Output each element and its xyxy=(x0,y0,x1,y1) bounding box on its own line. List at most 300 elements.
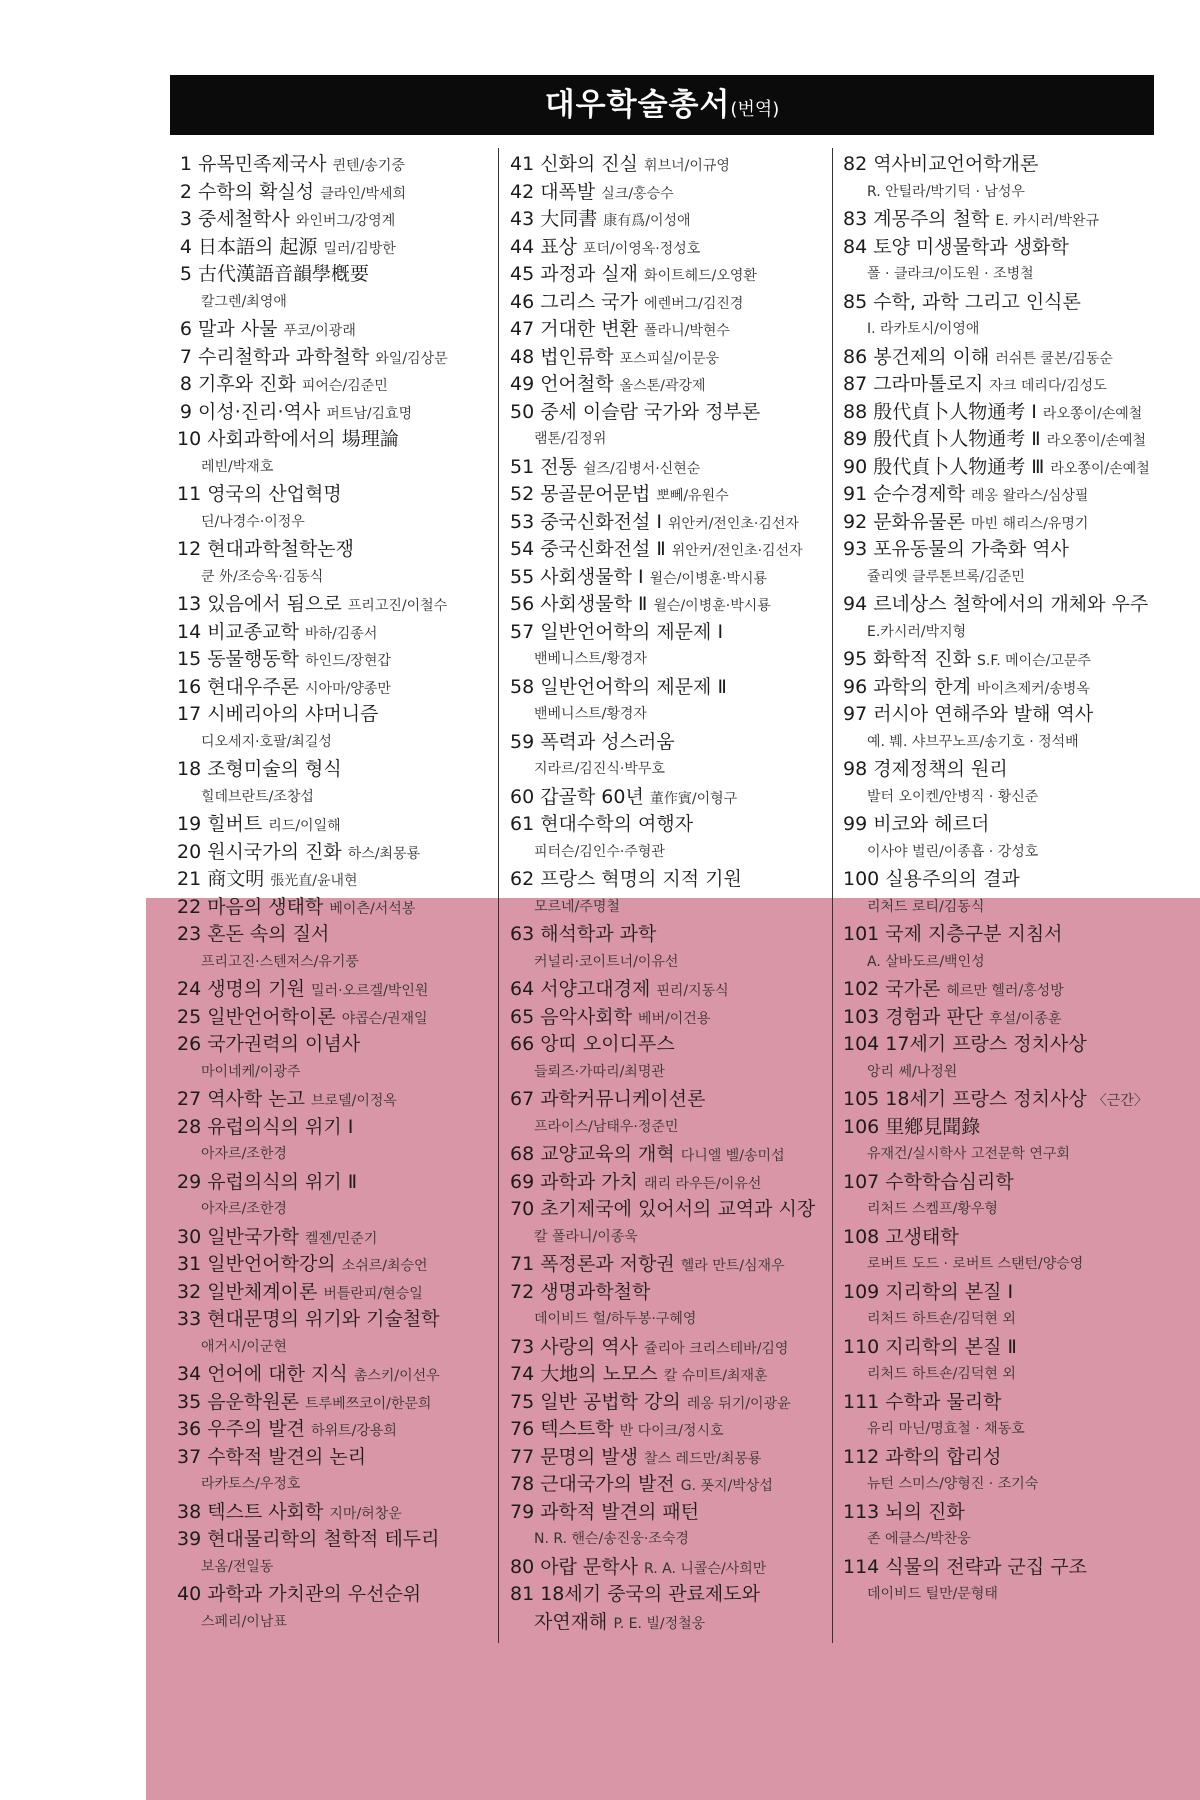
book-number: 92 xyxy=(843,510,868,533)
book-author-translator: 보옴/전일동 xyxy=(201,1558,274,1575)
book-number: 58 xyxy=(510,675,535,698)
book-entry xyxy=(177,179,493,207)
book-entry xyxy=(177,1169,493,1224)
book-title: 프랑스 혁명의 지적 기원 xyxy=(540,868,742,890)
book-title: 해석학과 과학 xyxy=(540,923,657,945)
book-number: 71 xyxy=(510,1253,535,1275)
book-number: 59 xyxy=(510,730,535,753)
book-title: 앙띠 오이디푸스 xyxy=(540,1033,675,1055)
book-author-translator: 로버트 도드 · 로버트 스탠턴/양승영 xyxy=(867,1256,1084,1272)
book-title: 전통 xyxy=(540,455,577,478)
book-entry xyxy=(177,1086,493,1114)
book-number: 24 xyxy=(177,978,202,1000)
book-title: 古代漢語音韻學槪要 xyxy=(198,263,370,285)
book-number: 75 xyxy=(510,1390,535,1413)
book-entry xyxy=(843,371,1163,399)
book-number: 114 xyxy=(843,1555,880,1578)
book-author-translator: 마빈 해리스/유명기 xyxy=(971,515,1089,532)
book-entry xyxy=(510,976,832,1004)
book-title-line xyxy=(843,646,1163,674)
book-number: 101 xyxy=(843,923,880,945)
book-entry xyxy=(510,344,832,372)
book-author-translator: 화이트헤드/오영환 xyxy=(644,268,757,284)
book-author-translator: 후설/이종훈 xyxy=(989,1010,1062,1027)
book-number: 88 xyxy=(843,400,868,423)
book-number: 113 xyxy=(843,1500,880,1523)
book-entry xyxy=(843,1004,1163,1032)
book-title-line xyxy=(843,1334,1163,1362)
book-number: 28 xyxy=(177,1115,202,1138)
book-title: 현대수학의 여행자 xyxy=(540,813,694,835)
book-title: 일반국가학 xyxy=(207,1225,299,1248)
book-number: 70 xyxy=(510,1198,535,1220)
book-author-translator: 존 에클스/박찬웅 xyxy=(867,1531,971,1547)
book-title: 시베리아의 샤머니즘 xyxy=(207,703,379,725)
book-title: 이성·진리·역사 xyxy=(198,400,321,423)
book-number: 68 xyxy=(510,1143,535,1165)
book-author-translator: 프리고진·스텐저스/유기풍 xyxy=(201,953,359,970)
book-title: 과학커뮤니케이션론 xyxy=(540,1088,706,1110)
book-title: 그리스 국가 xyxy=(540,290,638,313)
book-title-line xyxy=(843,921,1163,949)
book-title-line xyxy=(510,1416,832,1444)
book-title-line xyxy=(177,344,493,372)
book-number: 56 xyxy=(510,593,535,615)
book-entry xyxy=(843,399,1163,427)
book-title: 혼돈 속의 질서 xyxy=(207,923,330,945)
book-title-line xyxy=(177,399,493,427)
book-title-line xyxy=(510,261,832,289)
series-header-bar xyxy=(170,75,1154,135)
book-author-translator: E.카시러/박지형 xyxy=(867,623,967,640)
book-title-line xyxy=(510,866,832,894)
book-title: 사회생물학 Ⅱ xyxy=(540,593,648,615)
book-title: 大地의 노모스 xyxy=(540,1363,658,1385)
book-title-line xyxy=(510,481,832,509)
book-author-translator: A. 살바도르/백인성 xyxy=(867,953,985,970)
book-author-translator: 라오쫑이/손예철 xyxy=(1046,433,1147,449)
book-entry xyxy=(843,1499,1163,1554)
book-author-translator: 와인버그/강영계 xyxy=(295,213,396,229)
book-title: 중세철학사 xyxy=(198,208,290,230)
book-author-translator: 다니엘 벨/송미섭 xyxy=(680,1148,785,1164)
book-number: 53 xyxy=(510,510,535,533)
book-title: 힐버트 xyxy=(207,813,263,835)
book-title: 거대한 변환 xyxy=(540,318,638,340)
book-author-translator: 윌슨/이병훈·박시룡 xyxy=(649,570,768,587)
book-number: 105 xyxy=(843,1088,880,1110)
book-title: 초기제국에 있어서의 교역과 시장 xyxy=(540,1198,816,1220)
book-title: 里鄕見聞錄 xyxy=(885,1115,981,1138)
book-title-line xyxy=(843,1444,1163,1472)
book-title-line xyxy=(843,866,1163,894)
book-author-translator: 윌슨/이병훈·박시룡 xyxy=(653,598,771,614)
book-title: 국제 지층구분 지침서 xyxy=(885,923,1063,945)
book-title-line xyxy=(510,509,832,537)
book-author-translator: 쉴즈/김병서·신현순 xyxy=(582,460,701,477)
book-title: 영국의 산업혁명 xyxy=(207,483,342,505)
book-author-translator: 밴베니스트/황경자 xyxy=(534,706,647,722)
book-title-line xyxy=(843,976,1163,1004)
book-number: 29 xyxy=(177,1170,202,1193)
book-number: 84 xyxy=(843,235,868,258)
book-entry xyxy=(510,1279,832,1334)
book-title-line xyxy=(177,179,493,207)
book-entry xyxy=(177,976,493,1004)
book-author-translator: 라오쫑이/손예철 xyxy=(1042,405,1143,422)
book-number: 77 xyxy=(510,1445,535,1468)
book-number: 69 xyxy=(510,1170,535,1193)
book-title: 실용주의의 결과 xyxy=(885,868,1020,890)
book-number: 65 xyxy=(510,1005,535,1028)
book-number: 5 xyxy=(179,263,192,285)
book-title: 텍스트학 xyxy=(540,1418,614,1440)
book-number: 108 xyxy=(843,1225,880,1248)
book-entry xyxy=(177,1361,493,1389)
book-number: 38 xyxy=(177,1500,202,1523)
book-entry xyxy=(843,756,1163,811)
book-title: 殷代貞卜人物通考 Ⅰ xyxy=(873,400,1037,423)
book-entry xyxy=(177,1004,493,1032)
book-title: 유목민족제국사 xyxy=(198,153,327,175)
book-title: 계몽주의 철학 xyxy=(873,208,990,230)
book-title-line xyxy=(177,866,493,894)
book-title-line xyxy=(843,454,1163,482)
book-entry xyxy=(510,206,832,234)
book-entry xyxy=(510,1141,832,1169)
book-author-translator: 康有爲/이성애 xyxy=(603,213,691,229)
book-entry xyxy=(843,976,1163,1004)
book-title: 과학의 합리성 xyxy=(885,1445,1002,1468)
book-entry xyxy=(510,289,832,317)
book-entry xyxy=(177,344,493,372)
book-title-line xyxy=(177,316,493,344)
book-number: 93 xyxy=(843,538,868,560)
book-title: 사랑의 역사 xyxy=(540,1335,638,1358)
book-author-translator: 쿤 外/조승옥·김동식 xyxy=(201,568,324,585)
book-title: 말과 사물 xyxy=(198,318,278,340)
book-title: 과학과 가치 xyxy=(540,1170,638,1193)
book-number: 109 xyxy=(843,1280,880,1303)
book-title: 지리학의 본질 Ⅰ xyxy=(885,1280,1014,1303)
book-author-translator: 시아마/양종만 xyxy=(305,680,391,697)
book-author-translator: I. 라카토시/이영애 xyxy=(867,321,980,337)
book-number: 89 xyxy=(843,428,868,450)
book-number: 61 xyxy=(510,813,535,835)
book-title: 수리철학과 과학철학 xyxy=(198,345,370,368)
book-author-translator: 래리 라우든/이유선 xyxy=(644,1175,762,1192)
book-entry xyxy=(510,1361,832,1389)
book-title: 18세기 프랑스 정치사상 xyxy=(885,1088,1087,1110)
book-entry xyxy=(510,509,832,537)
book-title-line xyxy=(510,1389,832,1417)
book-entry xyxy=(177,1526,493,1581)
book-entry xyxy=(177,536,493,591)
book-entry xyxy=(510,1169,832,1197)
book-author-translator: 레옹 뒤기/이광윤 xyxy=(686,1395,791,1412)
book-author-translator: 와일/김상문 xyxy=(375,350,448,367)
book-entry xyxy=(843,1169,1163,1224)
book-title-line xyxy=(177,261,493,289)
book-title: 과학과 가치관의 우선순위 xyxy=(207,1583,422,1605)
book-entry xyxy=(510,1554,832,1582)
book-author-translator: 프리고진/이철수 xyxy=(347,598,448,614)
book-title: 기후와 진화 xyxy=(198,373,296,395)
book-author-translator: G. 폿지/박상섭 xyxy=(680,1478,773,1494)
book-number: 64 xyxy=(510,978,535,1000)
book-author-translator: 칼 폴라니/이종욱 xyxy=(534,1228,638,1245)
book-title-line xyxy=(510,206,832,234)
book-title-line xyxy=(510,1251,832,1279)
book-author-translator: 커널리·코이트너/이유선 xyxy=(534,953,679,970)
book-entry xyxy=(843,921,1163,976)
book-title: 일반언어학의 제문제 Ⅰ xyxy=(540,620,724,643)
book-author-translator: 하위트/강용희 xyxy=(311,1423,397,1439)
book-title: 화학적 진화 xyxy=(873,648,971,670)
book-title: 유럽의식의 위기 Ⅰ xyxy=(207,1115,354,1138)
book-title-line xyxy=(510,289,832,317)
book-author-translator: 리처드 스켐프/황우형 xyxy=(867,1201,998,1217)
book-number: 62 xyxy=(510,868,535,890)
book-title: 일반언어학이론 xyxy=(207,1005,336,1028)
book-title-line xyxy=(843,1004,1163,1032)
book-title: 역사비교언어학개론 xyxy=(873,153,1039,175)
book-author-translator: 앙리 쎄/나정원 xyxy=(867,1063,958,1080)
book-author-translator: 러쉬튼 쿨본/김동순 xyxy=(995,350,1113,367)
book-author-translator: 지라르/김진식·박무호 xyxy=(534,761,665,777)
book-author-translator: 소쉬르/최승언 xyxy=(341,1258,428,1274)
book-number: 19 xyxy=(177,813,202,835)
book-number: 97 xyxy=(843,703,868,725)
book-entry xyxy=(177,426,493,481)
book-title-line xyxy=(510,1086,832,1114)
book-entry xyxy=(843,454,1163,482)
book-entry xyxy=(510,1444,832,1472)
book-entry xyxy=(177,261,493,316)
book-title-line xyxy=(177,1499,493,1527)
book-entry xyxy=(177,234,493,262)
book-entry xyxy=(843,1114,1163,1169)
book-title: 경험과 판단 xyxy=(885,1005,984,1028)
book-number: 41 xyxy=(510,153,535,175)
book-title-line xyxy=(177,426,493,454)
book-author-translator: 베버/이건용 xyxy=(638,1010,711,1027)
book-title: 지리학의 본질 Ⅱ xyxy=(885,1335,1017,1358)
book-author-translator: 하인드/장현갑 xyxy=(305,653,391,669)
book-author-translator: 모르네/주명철 xyxy=(534,898,620,915)
book-title: 교양교육의 개혁 xyxy=(540,1143,675,1165)
book-author-translator: 헤르만 헬러/홍성방 xyxy=(946,983,1064,999)
book-title: 중세 이슬람 국가와 정부론 xyxy=(540,400,761,423)
book-title-line xyxy=(843,371,1163,399)
book-author-translator: 지마/허창운 xyxy=(329,1505,402,1522)
book-title-line xyxy=(510,1169,832,1197)
book-title-line xyxy=(843,344,1163,372)
book-title-line xyxy=(177,1416,493,1444)
book-entry xyxy=(510,1389,832,1417)
book-title-line xyxy=(843,481,1163,509)
book-author-translator: 촘스키/이선우 xyxy=(353,1368,440,1384)
book-author-translator: 퍼트남/김효명 xyxy=(326,405,413,422)
book-number: 63 xyxy=(510,923,535,945)
book-title: 포유동물의 가축화 역사 xyxy=(873,538,1069,560)
book-author-translator: 폴 · 클라크/이도원 · 조병철 xyxy=(867,266,1034,282)
book-title-line xyxy=(510,1031,832,1059)
book-number: 100 xyxy=(843,868,880,890)
book-title-line xyxy=(843,701,1163,729)
book-author-translator: 자크 데리다/김성도 xyxy=(989,378,1107,394)
book-title: 대폭발 xyxy=(540,180,596,203)
book-title-line xyxy=(177,921,493,949)
book-title-line xyxy=(510,1141,832,1169)
book-author-translator: 켈젠/민준기 xyxy=(305,1230,378,1247)
book-number: 57 xyxy=(510,620,535,643)
book-author-translator: E. 카시러/박완규 xyxy=(995,213,1100,229)
book-author-translator: 폴라니/박현수 xyxy=(644,323,730,339)
book-number: 23 xyxy=(177,923,202,945)
book-author-translator: 애거시/이군현 xyxy=(201,1338,287,1355)
book-author-translator: P. E. 빌/정철웅 xyxy=(613,1615,706,1632)
book-title: 현대과학철학논쟁 xyxy=(207,538,355,560)
book-author-translator: 유리 마닌/명효철 · 채동호 xyxy=(867,1421,1025,1437)
book-list-column-1 xyxy=(177,151,493,1636)
book-entry xyxy=(177,839,493,867)
book-entry xyxy=(510,674,832,729)
book-number: 45 xyxy=(510,263,535,285)
book-entry xyxy=(843,1086,1163,1114)
book-title-line xyxy=(177,839,493,867)
book-author-translator: 리처드 로티/김동식 xyxy=(867,898,985,915)
book-title: 아랍 문학사 xyxy=(540,1555,638,1578)
book-number: 79 xyxy=(510,1500,535,1523)
book-title-line xyxy=(177,894,493,922)
book-title-line xyxy=(843,509,1163,537)
book-author-translator: 힐데브란트/조창섭 xyxy=(201,788,314,805)
book-number: 91 xyxy=(843,483,868,505)
book-title-line xyxy=(177,1581,493,1609)
book-author-translator: 휘브너/이규영 xyxy=(644,158,730,174)
book-title-line xyxy=(510,316,832,344)
book-entry xyxy=(843,591,1163,646)
book-title: 순수경제학 xyxy=(873,483,965,505)
book-author-translator: 레옹 왈라스/심상필 xyxy=(971,488,1089,504)
book-author-translator: 반 다이크/정시호 xyxy=(619,1423,724,1439)
book-title-line xyxy=(510,564,832,592)
book-title-line xyxy=(177,701,493,729)
book-title: 수학학습심리학 xyxy=(885,1170,1014,1193)
book-entry xyxy=(843,1444,1163,1499)
book-entry xyxy=(177,1031,493,1086)
book-number: 102 xyxy=(843,978,880,1000)
book-title-line xyxy=(177,1169,493,1197)
book-number: 44 xyxy=(510,235,535,258)
book-number: 32 xyxy=(177,1280,202,1303)
book-entry xyxy=(510,371,832,399)
book-number: 1 xyxy=(179,153,192,175)
book-entry xyxy=(177,316,493,344)
book-number: 66 xyxy=(510,1033,535,1055)
book-title-line xyxy=(843,426,1163,454)
book-author-translator: 레빈/박재호 xyxy=(201,458,274,475)
book-entry xyxy=(843,206,1163,234)
book-title-line xyxy=(177,536,493,564)
book-author-translator: 프라이스/남태우·정준민 xyxy=(534,1118,679,1135)
book-title-line xyxy=(177,591,493,619)
book-title: 생명과학철학 xyxy=(540,1280,651,1303)
book-author-translator: 트루베쯔코이/한문희 xyxy=(305,1395,432,1412)
book-title-line xyxy=(510,371,832,399)
book-title-line xyxy=(177,206,493,234)
book-title: 일반 공법학 강의 xyxy=(540,1390,681,1413)
book-author-translator: 張光直/윤내현 xyxy=(270,873,358,889)
book-entry xyxy=(510,454,832,482)
book-entry xyxy=(177,481,493,536)
book-author-translator: 위안커/전인초·김선자 xyxy=(668,515,799,532)
book-entry xyxy=(177,1306,493,1361)
book-author-translator: 쥴리아 크리스테바/김영 xyxy=(644,1340,789,1357)
book-entry xyxy=(510,784,832,812)
book-title-line xyxy=(510,1581,832,1609)
book-title-line xyxy=(510,1471,832,1499)
book-title-line xyxy=(843,811,1163,839)
book-number: 39 xyxy=(177,1528,202,1550)
book-title: 서양고대경제 xyxy=(540,978,651,1000)
book-entry xyxy=(510,536,832,564)
book-entry xyxy=(843,674,1163,702)
book-entry xyxy=(843,509,1163,537)
column-divider xyxy=(832,148,833,1643)
book-title: 현대문명의 위기와 기술철학 xyxy=(207,1308,440,1330)
book-entry xyxy=(177,399,493,427)
book-entry xyxy=(510,564,832,592)
book-title: 문명의 발생 xyxy=(540,1445,638,1468)
book-title: 수학, 과학 그리고 인식론 xyxy=(873,290,1081,313)
book-number: 111 xyxy=(843,1390,880,1413)
book-entry xyxy=(510,591,832,619)
book-title: 고생태학 xyxy=(885,1225,959,1248)
book-title-line xyxy=(177,1114,493,1142)
book-title-line xyxy=(177,234,493,262)
book-title: 일반언어학의 제문제 Ⅱ xyxy=(540,675,727,698)
book-title: 과학의 한계 xyxy=(873,675,971,698)
book-title-line xyxy=(510,1196,832,1224)
book-entry xyxy=(177,1444,493,1499)
book-title: 몽골문어문법 xyxy=(540,483,651,505)
book-entry xyxy=(843,481,1163,509)
book-number: 34 xyxy=(177,1363,202,1385)
book-title-line xyxy=(177,1004,493,1032)
book-number: 90 xyxy=(843,455,868,478)
book-entry xyxy=(510,1086,832,1141)
book-title-line xyxy=(510,591,832,619)
book-title: 殷代貞卜人物通考 Ⅱ xyxy=(873,428,1041,450)
book-author-translator: 들뢰즈·가따리/최명관 xyxy=(534,1063,665,1080)
book-number: 51 xyxy=(510,455,535,478)
book-number: 40 xyxy=(177,1583,202,1605)
book-author-translator: 디오세지·호팔/최길성 xyxy=(201,733,332,750)
book-number: 2 xyxy=(179,180,192,203)
book-number: 14 xyxy=(177,620,202,643)
book-author-translator: 포스피실/이문웅 xyxy=(619,350,720,367)
book-number: 50 xyxy=(510,400,535,423)
book-title-line xyxy=(177,1444,493,1472)
book-number: 49 xyxy=(510,373,535,395)
book-title: 일반언어학강의 xyxy=(207,1253,336,1275)
book-number: 26 xyxy=(177,1033,202,1055)
book-title-line xyxy=(510,151,832,179)
book-title: 역사학 논고 xyxy=(207,1088,305,1110)
book-author-translator: 핀리/지동식 xyxy=(656,983,729,999)
